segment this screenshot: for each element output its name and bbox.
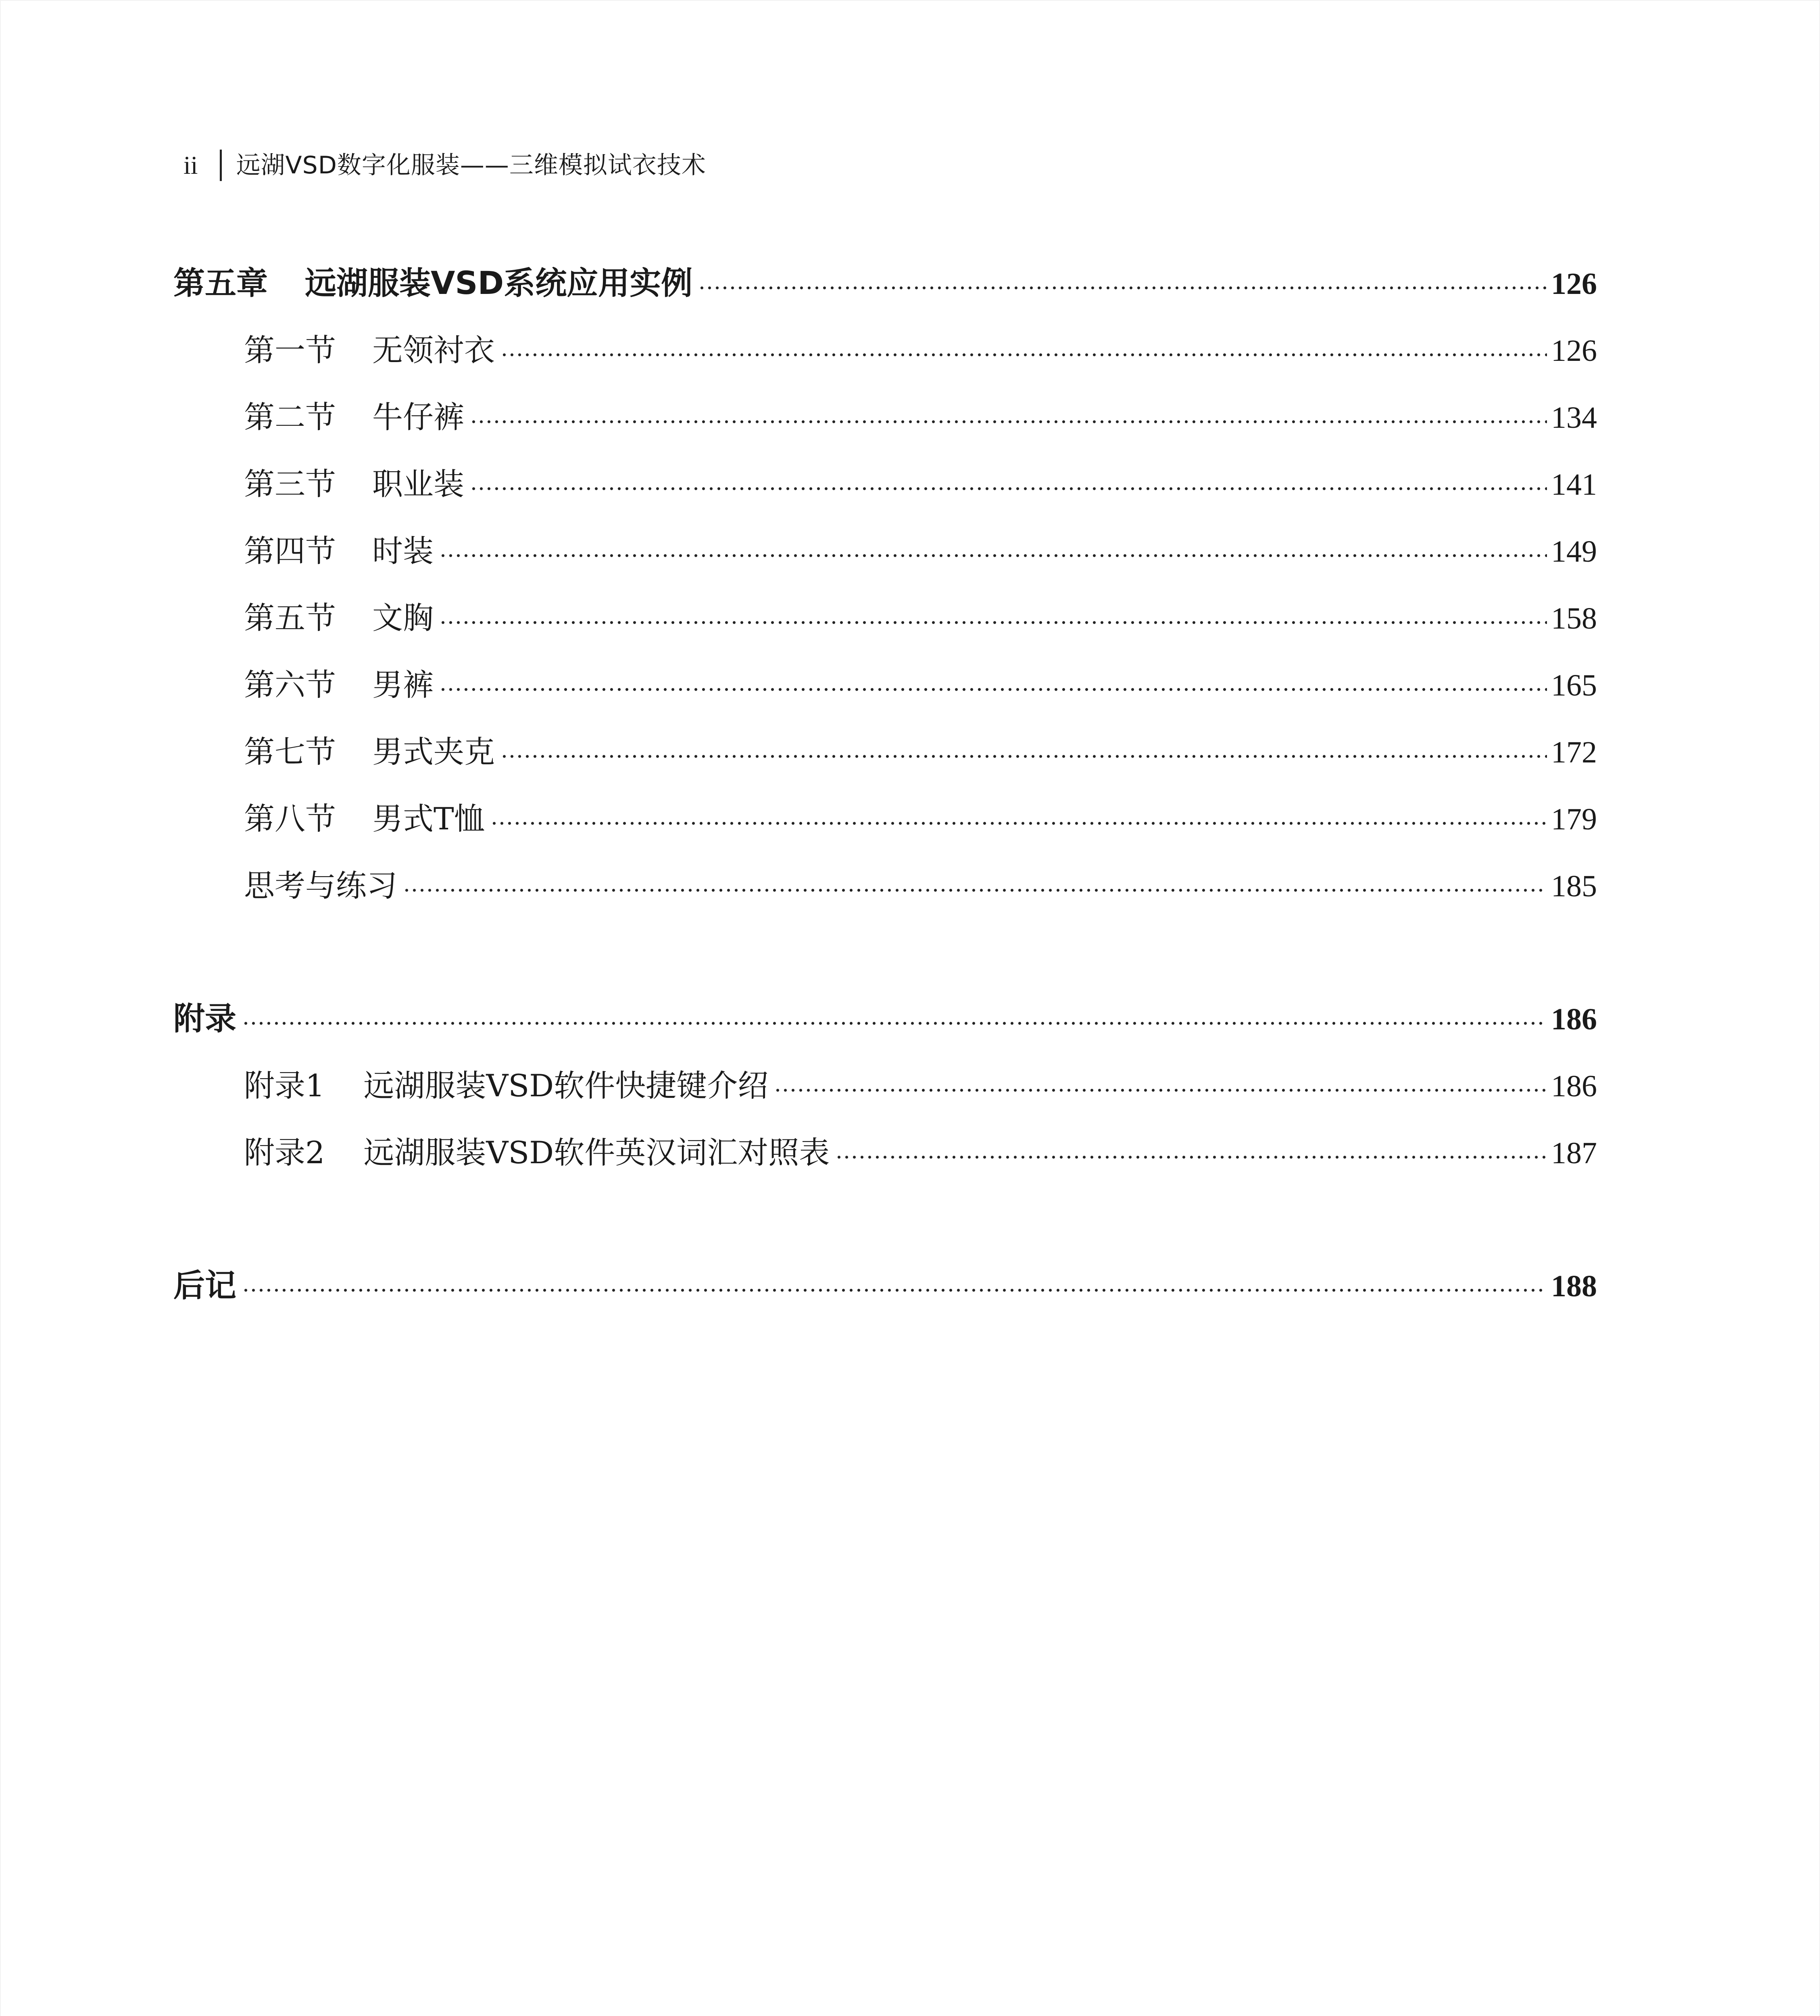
appendix-item-title: 远湖服装VSD软件英汉词汇对照表: [363, 1135, 830, 1170]
toc-section-3[interactable]: [173, 451, 1597, 518]
page-number: 172: [1551, 735, 1597, 769]
section-title: 牛仔裤: [372, 399, 464, 435]
toc-appendix-1[interactable]: [173, 1052, 1597, 1119]
toc-label: [244, 451, 464, 518]
page-number: 179: [1551, 802, 1597, 836]
appendix-number: 附录1: [244, 1068, 325, 1104]
header-divider: [220, 150, 222, 181]
toc-section-2[interactable]: [173, 384, 1597, 451]
page-number: 185: [1551, 869, 1597, 903]
page-number: 149: [1551, 535, 1597, 569]
toc-section-4[interactable]: [173, 518, 1597, 585]
section-number: 第二节: [244, 399, 336, 435]
section-number: 第七节: [244, 734, 336, 770]
toc-label: [244, 652, 434, 719]
dot-leader: [500, 353, 1547, 357]
toc-exercises[interactable]: [173, 852, 1597, 919]
chapter-number: 第五章: [173, 265, 268, 302]
toc-label: [244, 1052, 768, 1119]
section-title: 职业装: [372, 466, 464, 502]
dot-leader: [439, 687, 1547, 691]
section-title: 无领衬衣: [372, 332, 495, 368]
section-number: 第五节: [244, 600, 336, 636]
page-number: 188: [1551, 1269, 1597, 1303]
exercise-title: 思考与练习: [244, 868, 397, 904]
toc-appendix-2[interactable]: [173, 1119, 1597, 1186]
toc-section-8[interactable]: [173, 785, 1597, 852]
page-number: 165: [1551, 669, 1597, 702]
chapter-title: 远湖服装VSD系统应用实例: [305, 265, 693, 302]
dot-leader: [698, 286, 1547, 290]
toc-label: [244, 719, 495, 785]
section-title: 男式夹克: [372, 734, 495, 770]
section-number: 第六节: [244, 667, 336, 703]
section-spacer: [173, 919, 1597, 985]
page-number: 186: [1551, 1069, 1597, 1103]
appendix-title: 附录: [173, 1001, 237, 1037]
toc-label: [244, 1119, 830, 1186]
section-title: 男裤: [372, 667, 434, 703]
toc-label: [173, 1252, 236, 1319]
toc-appendix[interactable]: [173, 985, 1597, 1052]
section-title: 时装: [372, 533, 434, 569]
page-number: 126: [1551, 334, 1597, 368]
toc-chapter-5[interactable]: [173, 250, 1597, 317]
toc-label: [244, 852, 397, 919]
page-number: 158: [1551, 602, 1597, 635]
section-title: 男式T恤: [372, 801, 485, 837]
section-number: 第三节: [244, 466, 336, 502]
running-header: [183, 145, 706, 185]
dot-leader: [490, 821, 1547, 825]
dot-leader: [500, 754, 1547, 758]
appendix-number: 附录2: [244, 1135, 325, 1170]
dot-leader: [470, 487, 1547, 491]
section-number: 第一节: [244, 332, 336, 368]
page-folio: ii: [183, 151, 198, 179]
toc-section-5[interactable]: [173, 585, 1597, 652]
toc-afterword[interactable]: [173, 1252, 1597, 1319]
section-number: 第四节: [244, 533, 336, 569]
appendix-item-title: 远湖服装VSD软件快捷键介绍: [363, 1068, 769, 1104]
dot-leader: [242, 1288, 1547, 1292]
dot-leader: [439, 621, 1547, 625]
toc-label: [173, 985, 236, 1052]
toc-section-1[interactable]: [173, 317, 1597, 384]
dot-leader: [242, 1021, 1547, 1025]
dot-leader: [403, 888, 1547, 892]
toc-section-6[interactable]: [173, 652, 1597, 719]
toc-label: [244, 518, 434, 585]
dot-leader: [835, 1155, 1547, 1159]
page-number: 126: [1551, 267, 1597, 301]
table-of-contents: [173, 250, 1597, 1319]
page-number: 134: [1551, 401, 1597, 435]
section-number: 第八节: [244, 801, 336, 837]
dot-leader: [439, 554, 1547, 558]
toc-section-7[interactable]: [173, 719, 1597, 785]
page-number: 141: [1551, 468, 1597, 502]
section-spacer: [173, 1186, 1597, 1252]
toc-label: [173, 250, 692, 317]
book-title: 远湖VSD数字化服装——三维模拟试衣技术: [236, 151, 706, 179]
page-number: 186: [1551, 1002, 1597, 1036]
toc-label: [244, 585, 434, 652]
dot-leader: [470, 420, 1547, 424]
toc-label: [244, 785, 485, 852]
section-title: 文胸: [372, 600, 434, 636]
toc-label: [244, 384, 464, 451]
dot-leader: [774, 1088, 1547, 1092]
afterword-title: 后记: [173, 1268, 237, 1304]
toc-label: [244, 317, 495, 384]
page-number: 187: [1551, 1136, 1597, 1170]
